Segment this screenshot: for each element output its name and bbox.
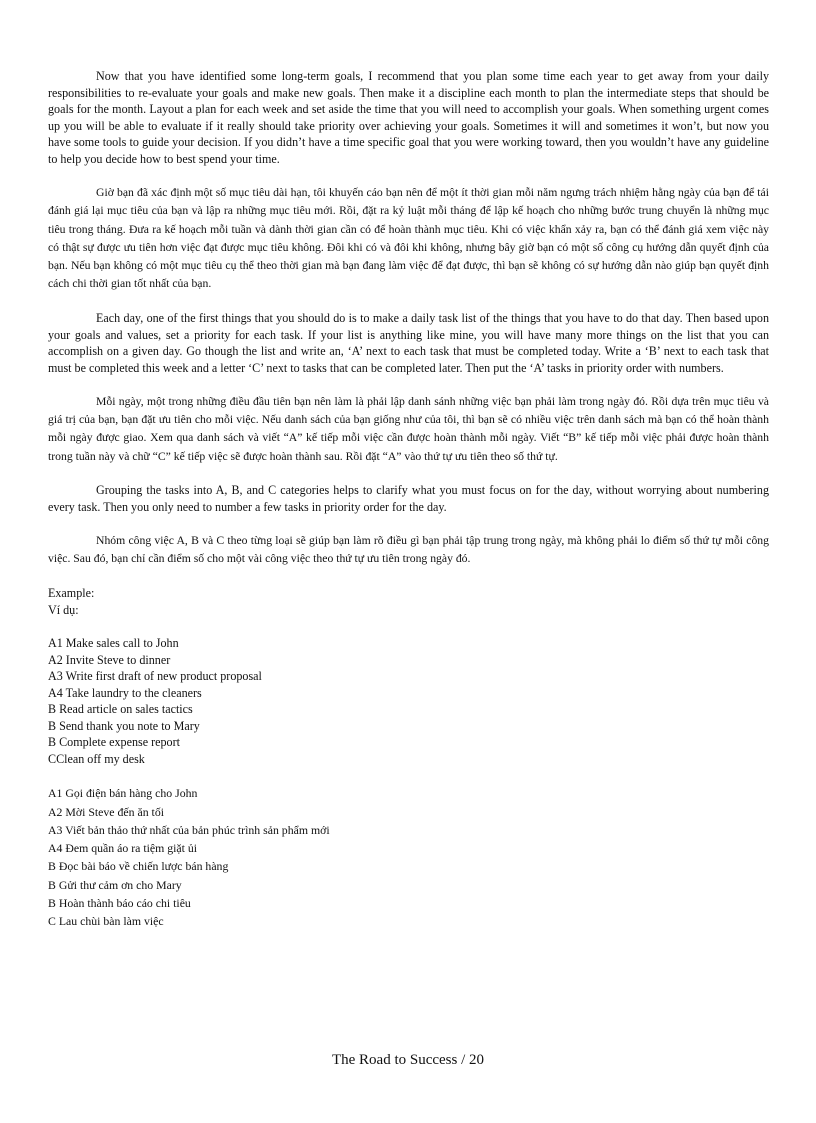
paragraph-task-list-vi: Mỗi ngày, một trong những điều đầu tiên bạn nên làm là phải lập danh sánh những việc bạn phải làm trong ngày đó. Rồi dựa trên mục tiêu và giá trị của bạn, bạn đặt ưu tiên cho mỗi việc. Nếu danh sách của bạn giống như của tôi, thì bạn sẽ có nhiều việc trên danh sách mà bạn có thể hoàn thành mỗi ngày được giao. Xem qua danh sách và viết “A” kế tiếp mỗi việc cần được hoàn thành mỗi ngày. Viết “B” kế tiếp mỗi việc phải được hoàn thành trong tuần này và chữ “C” kế tiếp việc sẽ được hoàn thành sau. Rồi đặt “A” vào thứ tự ưu tiên theo số thứ tự. (48, 394, 769, 463)
list-item: A2 Invite Steve to dinner (48, 652, 171, 667)
list-item: B Complete expense report (48, 735, 180, 750)
list-item: B Hoàn thành báo cáo chi tiêu (48, 896, 191, 911)
paragraph-goals-en: Now that you have identified some long-term goals, I recommend that you plan some time each year to get away from your daily responsibilities to re-evaluate your goals and make new goals. Then make it a discipline each month to plan the intermediate steps that should be goals for the month. Layout a plan for each week and set aside the time that you will need to accomplish your goals. When something urgent comes up you will be able to evaluate if it really should take priority over achieving your goals. Sometimes it will and sometimes it won’t, but now you have some tools to guide your decision. If you didn’t have a time specific goal that you were working toward, then you wouldn’t have any guideline to help you decide how to best spend your time. (48, 69, 769, 166)
paragraph-task-list-en: Each day, one of the first things that you should do is to make a daily task list of the things that you have to do that day. Then based upon your goals and values, set a priority for each task. If your list is anything like mine, you will have many more things on the list that you can accomplish on a given day. Go though the list and write an, ‘A’ next to each task that must be completed today. Write a ‘B’ next to each task that must be completed this week and a letter ‘C’ next to tasks that can be completed later. Then put the ‘A’ tasks in priority order with numbers. (48, 310, 769, 375)
list-item: CClean off my desk (48, 752, 145, 767)
paragraph-grouping-en: Grouping the tasks into A, B, and C categories helps to clarify what you must focus on for the day, without worrying about numbering every task. Then you only need to number a few tasks in priority order for the day. (48, 483, 769, 514)
page-footer: The Road to Success / 20 (331, 1052, 485, 1068)
list-item: B Send thank you note to Mary (48, 718, 200, 733)
list-item: A3 Write first draft of new product proposal (48, 669, 262, 684)
list-item: B Đọc bài báo về chiến lược bán hàng (48, 859, 229, 874)
document-page (48, 68, 769, 947)
example-label-en: Example: (48, 586, 95, 601)
list-item: A4 Take laundry to the cleaners (48, 685, 202, 700)
list-item: B Read article on sales tactics (48, 702, 193, 717)
example-heading (48, 585, 769, 618)
list-item: A1 Make sales call to John (48, 635, 179, 650)
paragraph-grouping-vi: Nhóm công việc A, B và C theo từng loại sẽ giúp bạn làm rõ điều gì bạn phải tập trung trong ngày, mà không phải lo điểm số thứ tự mỗi công việc. Sau đó, bạn chỉ cần điểm số cho một vài công việc theo thứ tự ưu tiên trong ngày đó. (48, 534, 769, 566)
list-item: A2 Mời Steve đến ăn tối (48, 804, 164, 819)
example-label-vi: Ví dụ: (48, 602, 79, 617)
list-item: C Lau chùi bàn làm việc (48, 914, 164, 929)
list-item: B Gửi thư cảm ơn cho Mary (48, 877, 182, 892)
list-item: A3 Viết bản thảo thứ nhất của bản phúc trình sản phẩm mới (48, 822, 330, 837)
paragraph-goals-vi: Giờ bạn đã xác định một số mục tiêu dài hạn, tôi khuyến cáo bạn nên để một ít thời gian mỗi năm ngưng trách nhiệm hằng ngày của bạn để tái đánh giá lại mục tiêu của bạn và lập ra những mục tiêu mới. Rồi, đặt ra kỷ luật mỗi tháng để lập kế hoạch cho những bước trung chuyển là những mục tiêu trong tháng. Đưa ra kế hoạch mỗi tuần và dành thời gian cần có để hoàn thành mục tiêu. Khi có việc khẩn xảy ra, bạn có thể đánh giá xem việc này có thật sự được ưu tiên hơn việc đạt được mục tiêu không. Đôi khi có và đôi khi không, nhưng bây giờ bạn có một số công cụ hướng dẫn quyết định của bạn. Nếu bạn không có một mục tiêu cụ thể theo thời gian mà bạn đang làm việc để đạt được, thì bạn sẽ không có sự hướng dẫn nào giúp bạn quyết định cách chi thời gian tốt nhất của bạn. (48, 186, 769, 291)
list-item: A4 Đem quần áo ra tiệm giặt ủi (48, 841, 198, 856)
task-list-vi (48, 784, 769, 930)
list-item: A1 Gọi điện bán hàng cho John (48, 786, 198, 801)
task-list-en (48, 635, 769, 768)
